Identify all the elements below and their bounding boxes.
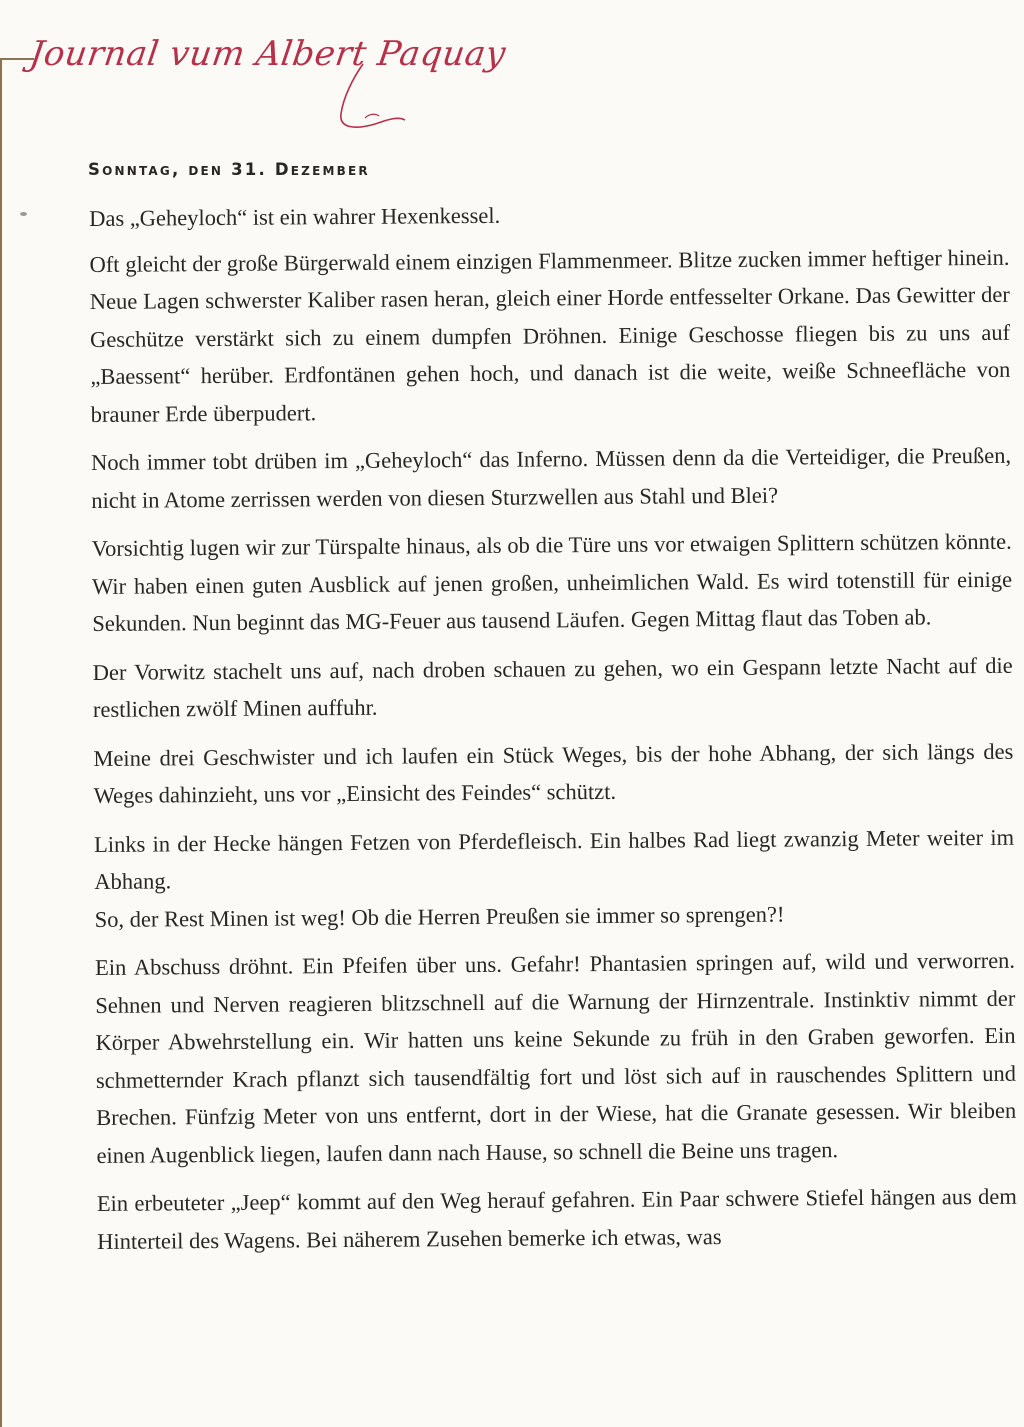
paragraph: So, der Rest Minen ist weg! Ob die Herren Preußen sie immer so sprengen?! [94,901,785,932]
paragraph: Links in der Hecke hängen Fetzen von Pferdefleisch. Ein halbes Rad liegt zwanzig Meter weiter im Abhang. [93,824,1015,894]
paragraph: Ein Abschuss dröhnt. Ein Pfeifen über uns. Gefahr! Phantasien springen auf, wild und verworren. Sehnen und Nerven reagieren blitzschnell auf die Warnung der Hirnzentrale. Instinktiv nimmt der Körper Abwehrstellung ein. Wir hatten uns keine Sekunde zu früh in den Graben geworfen. Ein schmetternder Krach pflanzt sich tausendfältig fort und löst sich auf in rauschendes Splittern und Brechen. Fünfzig Meter von uns entfernt, dort in der Wiese, hat die Granate gesessen. Wir bleiben einen Augenblick liegen, laufen dann nach Hause, so schnell die Beine uns tragen. [94,947,1017,1168]
paragraph: Noch immer tobt drüben im „Geheyloch“ das Inferno. Müssen denn da die Verteidiger, die Preußen, nicht in Atome zerrissen werden von diesen Sturzwellen aus Stahl und Blei? [90,442,1012,513]
paragraph: Das „Geheyloch“ ist ein wahrer Hexenkessel. [89,202,501,231]
paragraph: Meine drei Geschwister und ich laufen ein Stück Weges, bis der hohe Abhang, der sich längs des Weges dahinzieht, uns vor „Einsicht des Feindes“ schützt. [93,738,1014,808]
journal-header-title: Journal vum Albert Paquay [27,34,509,74]
entry-date-heading: Sonntag, den 31. Dezember [88,160,370,179]
flourish-ornament [325,58,415,138]
paragraph: Vorsichtig lugen wir zur Türspalte hinaus, als ob die Türe uns vor etwaigen Splittern schützen könnte. Wir haben einen guten Ausblick auf jenen großen, unheimlichen Wald. Es wird totenstill für einige Sekunden. Nun beginnt das MG-Feuer aus tausend Läufen. Gegen Mittag flaut das Toben ab. [91,528,1013,636]
paper-speck [20,212,27,216]
paragraph: Ein erbeuteter „Jeep“ kommt auf den Weg herauf gefahren. Ein Paar schwere Stiefel hängen aus dem Hinterteil des Wagens. Bei näherem Zusehen bemerke ich etwas, was [96,1183,1017,1254]
paragraph: Der Vorwitz stachelt uns auf, nach droben schauen zu gehen, wo ein Gespann letzte Nacht auf die restlichen zwölf Minen auffuhr. [92,652,1013,722]
paragraph: Oft gleicht der große Bürgerwald einem einzigen Flammenmeer. Blitze zucken immer heftiger hinein. Neue Lagen schwerster Kaliber rasen heran, gleich einer Horde entfesselter Orkane. Das Gewitter der Geschütze verstärkt sich zu einem dumpfen Dröhnen. Einige Geschosse fliegen bis zu uns auf „Baessent“ herüber. Erdfontänen gehen hoch, und danach ist die weite, weiße Schneefläche von brauner Erde überpudert. [89,244,1011,427]
journal-body-text [89,193,1017,1271]
frame-left-rule [0,58,2,1427]
